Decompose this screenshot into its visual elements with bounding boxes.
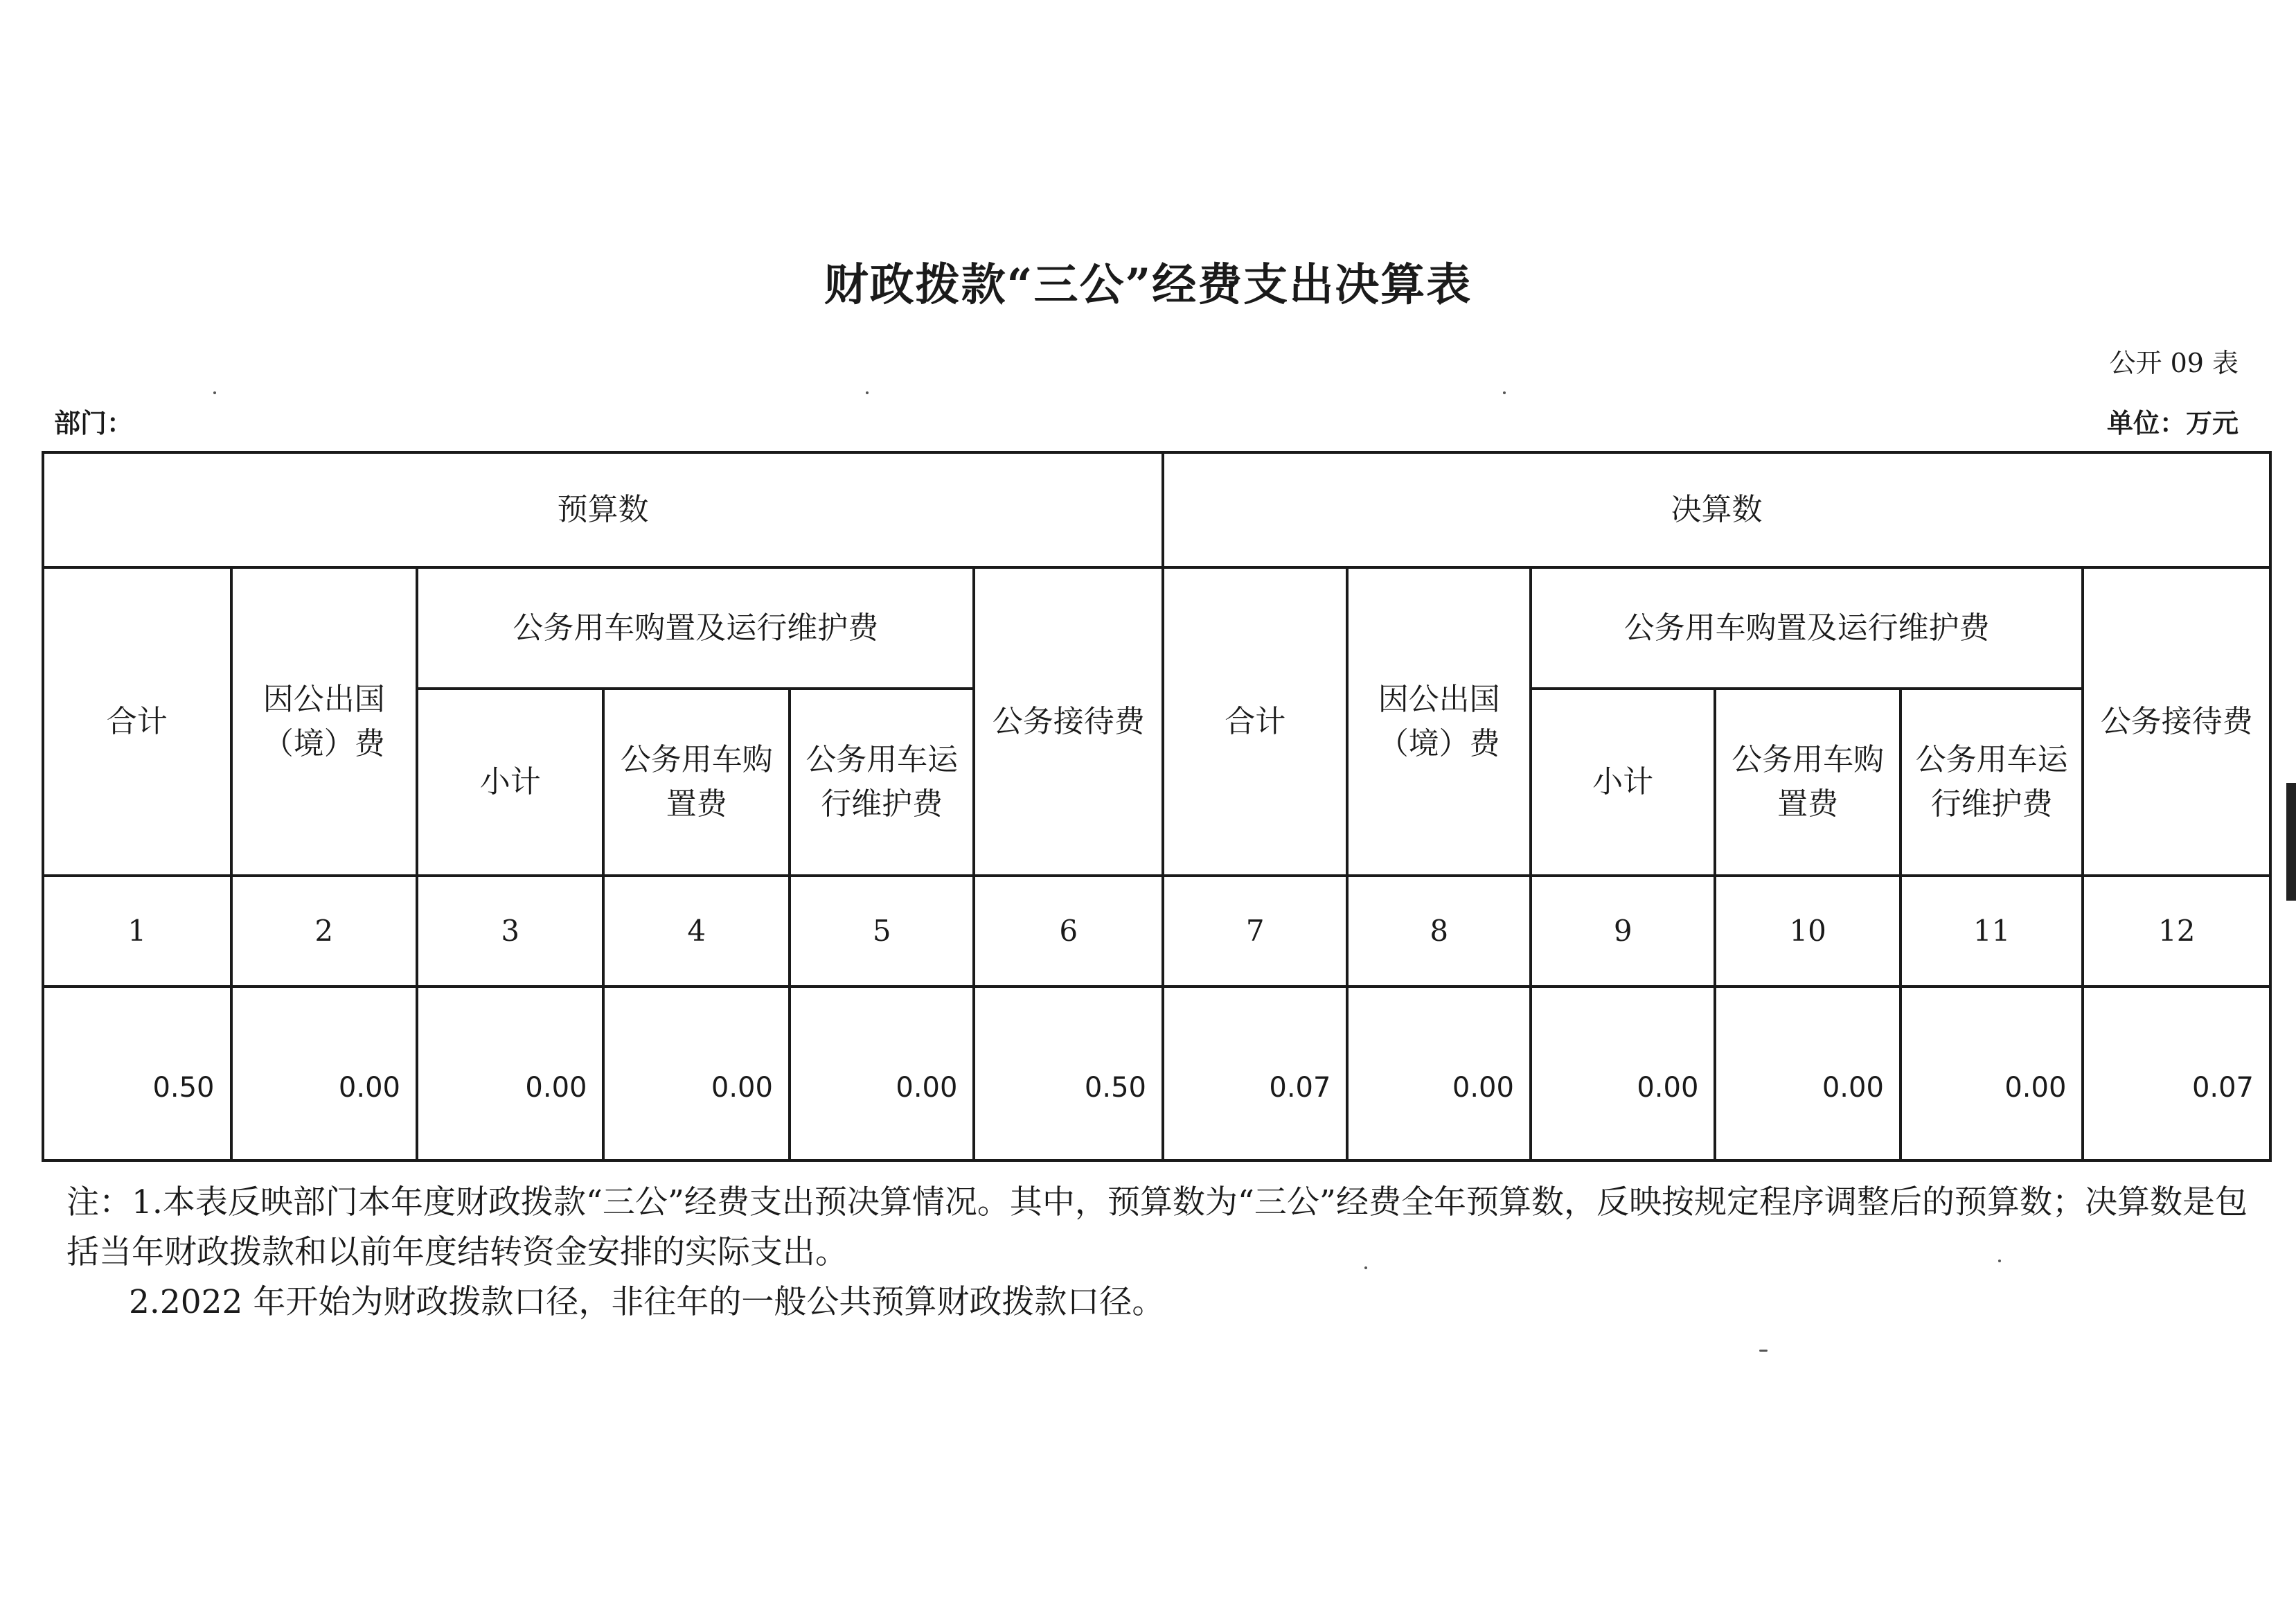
column-number: 6 xyxy=(974,876,1163,987)
budget-total-value: 0.50 xyxy=(43,987,231,1160)
column-number: 2 xyxy=(231,876,417,987)
paper-speck xyxy=(1503,391,1506,394)
three-public-expenses-table xyxy=(42,451,2272,1162)
budget-vehicle-purchase-value: 0.00 xyxy=(603,987,789,1160)
final-vehicle-group-header: 公务用车购置及运行维护费 xyxy=(1531,567,2083,689)
budget-total-header: 合计 xyxy=(43,567,231,876)
final-abroad-header: 因公出国（境）费 xyxy=(1347,567,1530,876)
final-group-header: 决算数 xyxy=(1163,452,2270,567)
column-number: 3 xyxy=(417,876,603,987)
budget-reception-value: 0.50 xyxy=(974,987,1163,1160)
column-number: 4 xyxy=(603,876,789,987)
form-number: 公开 09 表 xyxy=(2109,348,2239,378)
column-number-row xyxy=(43,876,2270,987)
final-vehicle-operation-value: 0.00 xyxy=(1901,987,2083,1160)
budget-vehicle-purchase-header: 公务用车购置费 xyxy=(603,689,789,876)
column-number: 10 xyxy=(1715,876,1900,987)
note-2: 2.2022 年开始为财政拨款口径，非往年的一般公共预算财政拨款口径。 xyxy=(129,1283,1165,1321)
column-number: 12 xyxy=(2083,876,2270,987)
budget-vehicle-operation-header: 公务用车运行维护费 xyxy=(790,689,974,876)
note-1: 注：1.本表反映部门本年度财政拨款“三公”经费支出预决算情况。其中，预算数为“三公”经费全年预算数，反映按规定程序调整后的预算数；决算数是包括当年财政拨款和以前年度结转资金安排的实际支出。 xyxy=(66,1183,2248,1271)
budget-vehicle-group-header: 公务用车购置及运行维护费 xyxy=(417,567,974,689)
final-abroad-value: 0.00 xyxy=(1347,987,1530,1160)
final-vehicle-purchase-value: 0.00 xyxy=(1715,987,1900,1160)
final-subtotal-header: 小计 xyxy=(1531,689,1715,876)
final-reception-value: 0.07 xyxy=(2083,987,2270,1160)
budget-reception-header: 公务接待费 xyxy=(974,567,1163,876)
column-number: 1 xyxy=(43,876,231,987)
final-reception-header: 公务接待费 xyxy=(2083,567,2270,876)
unit-label: 单位：万元 xyxy=(2106,407,2239,439)
paper-speck xyxy=(213,391,216,394)
final-vehicle-purchase-header: 公务用车购置费 xyxy=(1715,689,1900,876)
budget-abroad-value: 0.00 xyxy=(231,987,417,1160)
binding-edge xyxy=(2286,783,2296,901)
value-row xyxy=(43,987,2270,1160)
column-number: 9 xyxy=(1531,876,1715,987)
page-title: 财政拨款“三公”经费支出决算表 xyxy=(824,259,1472,311)
final-subtotal-value: 0.00 xyxy=(1531,987,1715,1160)
budget-vehicle-operation-value: 0.00 xyxy=(790,987,974,1160)
budget-abroad-header: 因公出国（境）费 xyxy=(231,567,417,876)
column-number: 8 xyxy=(1347,876,1530,987)
budget-group-header: 预算数 xyxy=(43,452,1163,567)
column-number: 7 xyxy=(1163,876,1347,987)
column-number: 5 xyxy=(790,876,974,987)
final-total-header: 合计 xyxy=(1163,567,1347,876)
budget-subtotal-value: 0.00 xyxy=(417,987,603,1160)
budget-subtotal-header: 小计 xyxy=(417,689,603,876)
column-number: 11 xyxy=(1901,876,2083,987)
paper-speck xyxy=(1759,1350,1768,1352)
final-total-value: 0.07 xyxy=(1163,987,1347,1160)
final-vehicle-operation-header: 公务用车运行维护费 xyxy=(1901,689,2083,876)
paper-speck xyxy=(866,391,869,394)
department-label: 部门： xyxy=(54,407,134,439)
notes xyxy=(66,1178,2262,1327)
